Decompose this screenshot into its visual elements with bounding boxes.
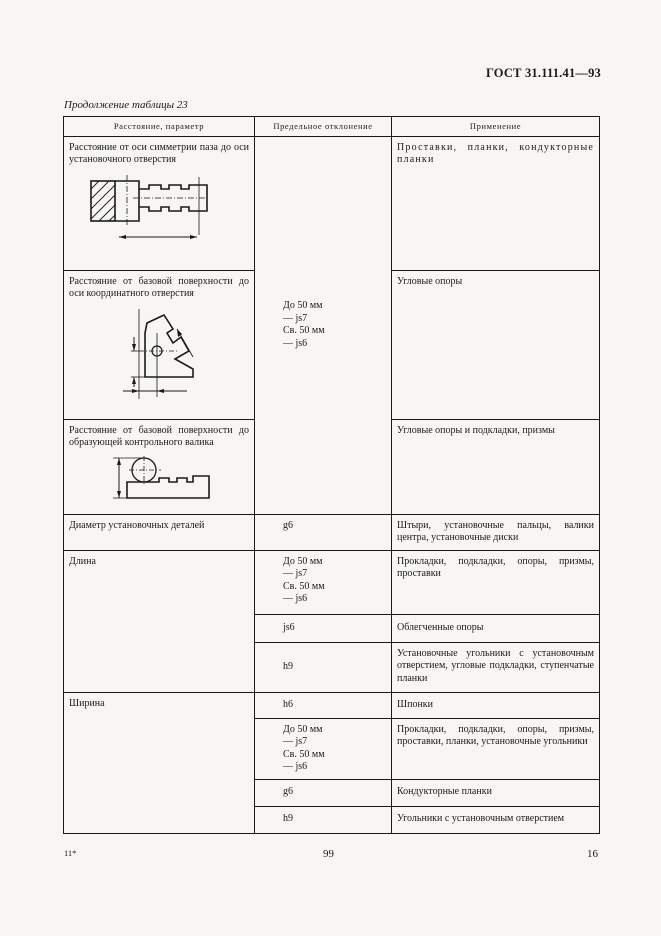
page-number: 99 xyxy=(323,848,334,860)
header-parameter: Расстояние, параметр xyxy=(64,117,255,137)
param-cell: Диаметр установочных деталей xyxy=(64,514,255,550)
footer-sheet-number: 16 xyxy=(587,848,598,860)
use-cell: Прокладки, подкладки, опоры, призмы, проставки, планки, установочные угольники xyxy=(392,718,600,779)
table-row xyxy=(64,550,600,614)
tol-line: До 50 мм xyxy=(283,300,323,311)
tol-cell xyxy=(255,718,392,779)
tolerance-table xyxy=(63,116,600,834)
param-cell xyxy=(64,270,255,419)
tol-line: — js7 xyxy=(283,312,308,324)
angle-support-figure xyxy=(69,307,249,402)
table-row xyxy=(64,514,600,550)
use-cell: Угловые опоры xyxy=(392,270,600,419)
tol-line: Св. 50 мм xyxy=(283,748,325,760)
standard-number: ГОСТ 31.111.41—93 xyxy=(485,66,601,80)
table-continuation-caption: Продолжение таблицы 23 xyxy=(64,99,188,111)
tol-line: Св. 50 мм xyxy=(283,325,325,336)
param-cell xyxy=(64,419,255,514)
param-text: Расстояние от базовой поверхности до образующей контрольного валика xyxy=(69,424,249,448)
use-cell: Проставки, планки, кондукторные планки xyxy=(392,136,600,270)
tol-cell: h9 xyxy=(255,806,392,833)
table-row xyxy=(64,692,600,718)
use-cell: Прокладки, подкладки, опоры, призмы, проставки xyxy=(392,550,600,614)
shared-tolerance-cell xyxy=(255,136,392,514)
header-application: Применение xyxy=(392,117,600,137)
tol-line: — js6 xyxy=(283,593,308,604)
tol-cell: g6 xyxy=(255,514,392,550)
slot-distance-figure xyxy=(69,173,249,258)
table-header-row xyxy=(64,117,600,137)
header-tolerance: Предельное отклонение xyxy=(255,117,392,137)
param-cell xyxy=(64,136,255,270)
tol-cell: h6 xyxy=(255,692,392,718)
tol-cell: g6 xyxy=(255,779,392,806)
use-cell: Кондукторные планки xyxy=(392,779,600,806)
param-cell: Длина xyxy=(64,550,255,692)
footer-signature-mark: 11* xyxy=(64,848,77,858)
tol-line: До 50 мм xyxy=(283,723,323,735)
param-text: Расстояние от оси симметрии паза до оси установочного отверстия xyxy=(69,141,249,165)
param-cell: Ширина xyxy=(64,692,255,833)
use-cell: Угловые опоры и подкладки, призмы xyxy=(392,419,600,514)
tol-line: Св. 50 мм xyxy=(283,580,325,592)
tol-line: До 50 мм xyxy=(283,555,323,567)
tol-cell: js6 xyxy=(255,614,392,642)
param-text: Расстояние от базовой поверхности до оси координатного отверстия xyxy=(69,275,249,299)
tol-cell xyxy=(255,550,392,614)
tol-line: — js6 xyxy=(283,761,308,772)
tol-line: — js6 xyxy=(283,337,308,349)
use-cell: Угольники с установочным отверстием xyxy=(392,806,600,833)
control-roller-figure xyxy=(69,456,249,500)
use-cell: Установочные угольники с установочным отверстием, угловые подкладки, ступенчатые планки xyxy=(392,642,600,692)
tol-line: — js7 xyxy=(283,568,308,579)
tol-line: — js7 xyxy=(283,736,308,747)
tol-cell: h9 xyxy=(255,642,392,692)
table-row xyxy=(64,136,600,270)
use-cell: Штыри, установочные пальцы, валики центра, установочные диски xyxy=(392,514,600,550)
use-cell: Облегченные опоры xyxy=(392,614,600,642)
use-cell: Шпонки xyxy=(392,692,600,718)
